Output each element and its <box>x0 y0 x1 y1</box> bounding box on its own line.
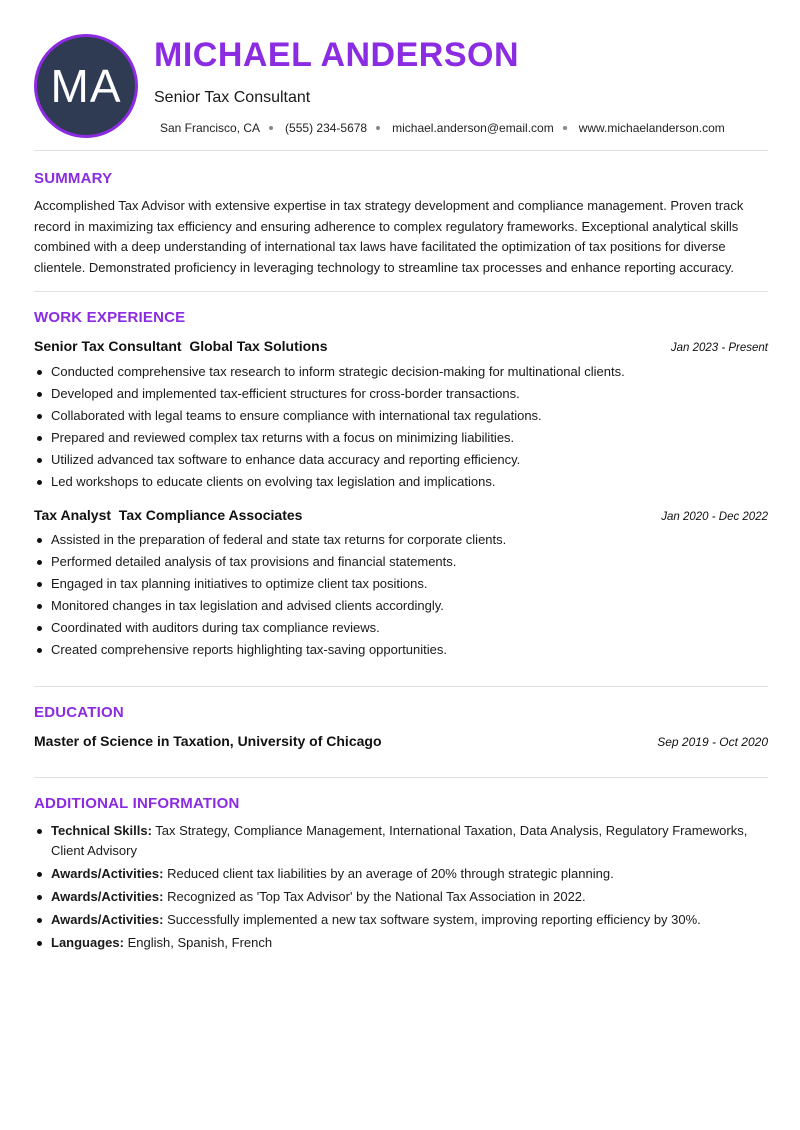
bullet-icon <box>37 895 42 900</box>
bullet-icon <box>37 648 42 653</box>
bullet-icon <box>37 941 42 946</box>
list-item <box>34 551 768 573</box>
list-item <box>34 821 768 860</box>
bullet-icon <box>37 626 42 631</box>
degree: Master of Science in Taxation, University of Chicago <box>34 733 382 749</box>
summary-heading: SUMMARY <box>34 170 113 187</box>
info-text: Successfully implemented a new tax software system, improving reporting efficiency by 30%. <box>163 911 701 927</box>
contact-row <box>160 121 725 135</box>
bullet-text: Led workshops to educate clients on evolving tax legislation and implications. <box>51 474 496 489</box>
list-item <box>34 361 768 383</box>
bullet-text: Conducted comprehensive tax research to inform strategic decision-making for multinational clients. <box>51 364 625 379</box>
bullet-icon <box>37 370 42 375</box>
bullet-icon <box>37 480 42 485</box>
bullet-text: Monitored changes in tax legislation and advised clients accordingly. <box>51 598 444 613</box>
bullet-icon <box>37 872 42 877</box>
bullet-text: Developed and implemented tax-efficient structures for cross-border transactions. <box>51 386 520 401</box>
info-text: Recognized as 'Top Tax Advisor' by the National Tax Association in 2022. <box>163 888 586 904</box>
bullet-icon <box>37 918 42 923</box>
job-bullets <box>34 361 768 493</box>
divider <box>34 291 768 292</box>
info-text: English, Spanish, French <box>123 934 273 950</box>
separator-dot-icon <box>269 126 273 130</box>
additional-info-heading: ADDITIONAL INFORMATION <box>34 795 240 812</box>
work-experience-heading: WORK EXPERIENCE <box>34 309 186 326</box>
job-header <box>34 507 768 523</box>
job-bullets <box>34 529 768 661</box>
bullet-icon <box>37 414 42 419</box>
contact-phone: (555) 234-5678 <box>285 121 368 135</box>
bullet-text: Collaborated with legal teams to ensure compliance with international tax regulations. <box>51 408 542 423</box>
list-item <box>34 383 768 405</box>
job-title: Senior Tax Consultant <box>154 89 311 106</box>
list-item <box>34 573 768 595</box>
list-item <box>34 617 768 639</box>
job-dates: Jan 2020 - Dec 2022 <box>661 511 768 523</box>
education-entry <box>34 733 768 749</box>
resume-header <box>34 34 768 150</box>
info-text: Reduced client tax liabilities by an average of 20% through strategic planning. <box>163 865 614 881</box>
list-item <box>34 887 768 907</box>
list-item <box>34 864 768 884</box>
bullet-icon <box>37 392 42 397</box>
avatar-initials: MA <box>50 60 122 112</box>
list-item <box>34 529 768 551</box>
info-label: Languages: <box>51 934 124 950</box>
additional-info-list <box>34 821 768 956</box>
bullet-text: Engaged in tax planning initiatives to optimize client tax positions. <box>51 576 428 591</box>
bullet-text: Performed detailed analysis of tax provisions and financial statements. <box>51 554 457 569</box>
bullet-icon <box>37 436 42 441</box>
bullet-icon <box>37 582 42 587</box>
bullet-icon <box>37 538 42 543</box>
bullet-text: Assisted in the preparation of federal and state tax returns for corporate clients. <box>51 532 507 547</box>
info-label: Awards/Activities: <box>51 911 164 927</box>
job-role: Senior Tax Consultant Global Tax Solutions <box>34 338 328 354</box>
bullet-text: Utilized advanced tax software to enhance data accuracy and reporting efficiency. <box>51 452 521 467</box>
list-item <box>34 405 768 427</box>
bullet-text: Prepared and reviewed complex tax returns with a focus on minimizing liabilities. <box>51 430 515 445</box>
list-item <box>34 449 768 471</box>
job-role: Tax Analyst Tax Compliance Associates <box>34 507 303 523</box>
divider <box>34 686 768 687</box>
bullet-icon <box>37 604 42 609</box>
list-item <box>34 639 768 661</box>
separator-dot-icon <box>563 126 567 130</box>
separator-dot-icon <box>376 126 380 130</box>
contact-location: San Francisco, CA <box>160 121 261 135</box>
bullet-text: Coordinated with auditors during tax compliance reviews. <box>51 620 380 635</box>
contact-email[interactable]: michael.anderson@email.com <box>392 121 554 135</box>
bullet-icon <box>37 458 42 463</box>
divider <box>34 150 768 151</box>
info-label: Technical Skills: <box>51 823 152 838</box>
summary-text: Accomplished Tax Advisor with extensive expertise in tax strategy development and compliance management. Proven track record in maximizing tax efficiency and ensuring adherence to complex regulatory frameworks. Exceptional analytical skills combined with a deep understanding of international tax laws have facilitated the optimization of tax positions for diverse clientele. Demonstrated proficiency in leveraging technology to streamline tax processes and enhance reporting accuracy. <box>34 198 744 275</box>
job-dates: Jan 2023 - Present <box>670 342 768 354</box>
education-dates: Sep 2019 - Oct 2020 <box>657 735 768 749</box>
bullet-icon <box>37 829 42 834</box>
list-item <box>34 595 768 617</box>
list-item <box>34 471 768 493</box>
job-header <box>34 338 768 354</box>
bullet-icon <box>37 560 42 565</box>
avatar <box>34 34 138 138</box>
list-item <box>34 933 768 953</box>
divider <box>34 777 768 778</box>
education-heading: EDUCATION <box>34 704 124 721</box>
info-label: Awards/Activities: <box>51 888 164 904</box>
info-label: Awards/Activities: <box>51 865 164 881</box>
info-text: Tax Strategy, Compliance Management, International Taxation, Data Analysis, Regulatory Frameworks, Client Advisory <box>51 823 748 858</box>
contact-website[interactable]: www.michaelanderson.com <box>578 121 725 135</box>
list-item <box>34 910 768 930</box>
candidate-name: MICHAEL ANDERSON <box>154 36 520 74</box>
bullet-text: Created comprehensive reports highlighting tax-saving opportunities. <box>51 642 447 657</box>
list-item <box>34 427 768 449</box>
